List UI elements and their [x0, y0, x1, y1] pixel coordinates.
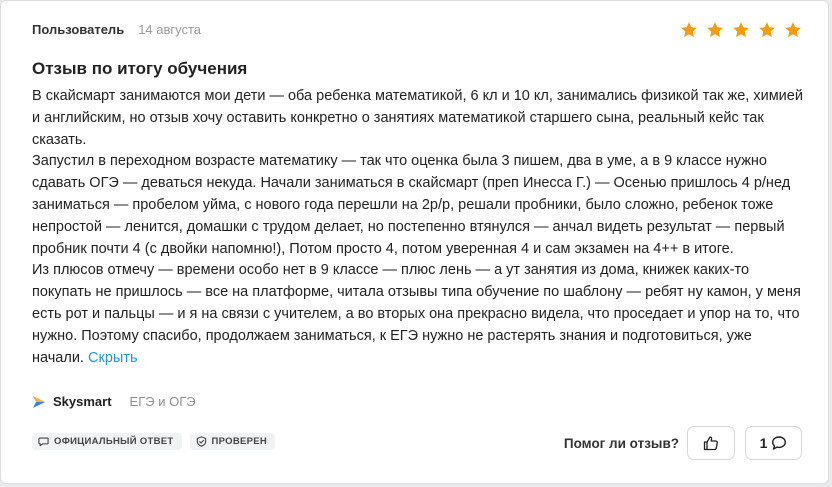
comment-icon — [771, 435, 787, 451]
chat-bubble-icon — [38, 436, 49, 447]
verified-label: ПРОВЕРЕН — [211, 436, 268, 447]
star-icon — [784, 21, 802, 39]
review-tags — [32, 394, 196, 409]
review-date: 14 августа — [138, 22, 202, 37]
category-tag[interactable]: ЕГЭ и ОГЭ — [129, 394, 196, 409]
official-reply-label: ОФИЦИАЛЬНЫЙ ОТВЕТ — [54, 436, 174, 447]
official-reply-badge[interactable] — [32, 433, 182, 450]
review-title: Отзыв по итогу обучения — [32, 59, 248, 78]
helpful-question: Помог ли отзыв? — [563, 435, 679, 451]
review-paragraph: Запустил в переходном возрасте математику — так что оценка была 3 пишем, два в уме, а в 9 классе нужно сдавать ОГЭ — деваться некуда. Начали заниматься в скайсмарт (преп Инесса Г.) — Осенью пришлось 4 р/нед заниматься — пробелом уйма, с нового года перешли на 2р/р, решали пробники, было сложно, ребенок тоже непростой — ленится, домашки с трудом делает, но постепенно втянулся — анчал видеть результат — первый пробник почти 4 (с двойки напомню!), Потом просто 4, потом уверенная 4 и сам экзамен на 4++ в итоге. — [32, 153, 791, 257]
star-icon — [706, 21, 724, 39]
review-paragraph — [32, 260, 807, 369]
review-paragraph-text: Из плюсов отмечу — времени особо нет в 9 классе — плюс лень — а ут занятия из дома, книжек каких-то покупать не пришлось — все на платформе, читала отзывы типа обучение по шаблону — ребят ну камон, у меня есть рот и пальцы — и я на связи с учителем, а во вторых она прекрасно видела, что проседает и упор на то, что нужно. Поэтому спасибо, продолжаем заниматься, к ЕГЭ нужно не растерять знания и подготовиться, уже начали. — [32, 262, 801, 366]
comments-count: 1 — [759, 435, 768, 451]
skysmart-logo-icon — [32, 395, 46, 409]
verified-badge — [190, 433, 276, 450]
shield-check-icon — [196, 436, 207, 447]
star-icon — [758, 21, 776, 39]
helpful-section — [564, 426, 802, 460]
brand-name: Skysmart — [53, 394, 112, 409]
review-header — [32, 22, 201, 37]
review-text — [32, 86, 807, 369]
rating-stars — [680, 21, 802, 39]
review-badges — [32, 433, 275, 450]
like-button[interactable] — [687, 426, 735, 460]
thumbs-up-icon — [703, 435, 719, 451]
brand-tag[interactable] — [32, 394, 112, 409]
review-paragraph: В скайсмарт занимаются мои дети — оба ребенка математикой, 6 кл и 10 кл, занимались физикой так же, химией и английским, но отзыв хочу оставить конкретно о занятиях математикой старшего сына, реальный кейс так сказать. — [32, 88, 803, 148]
star-icon — [732, 21, 750, 39]
review-author: Пользователь — [32, 22, 125, 37]
star-icon — [680, 21, 698, 39]
comments-button[interactable] — [745, 426, 802, 460]
collapse-link[interactable]: Скрыть — [88, 349, 138, 366]
